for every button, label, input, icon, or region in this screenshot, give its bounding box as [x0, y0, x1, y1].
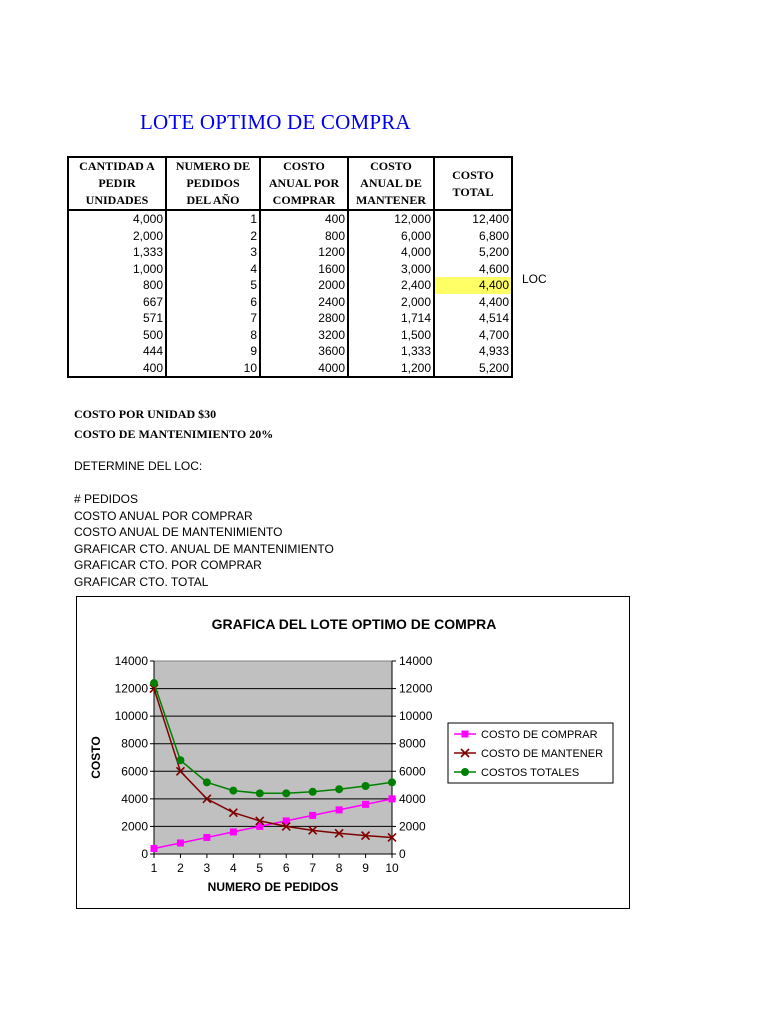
cell-pedidos: 2	[166, 228, 260, 245]
plot-area	[154, 661, 392, 854]
cell-pedidos: 9	[166, 343, 260, 360]
data-point	[362, 782, 370, 790]
task-purchase-cost: COSTO ANUAL POR COMPRAR	[74, 508, 253, 523]
y-tick-label-left: 6000	[121, 764, 148, 779]
cell-pedidos: 4	[166, 261, 260, 278]
data-point	[282, 789, 290, 797]
x-tick-label: 9	[362, 861, 369, 875]
cell-costo-comprar: 2000	[260, 277, 348, 294]
data-point	[151, 845, 158, 852]
cell-cantidad: 1,000	[68, 261, 166, 278]
cell-costo-mantener: 2,000	[348, 294, 434, 311]
header-line: PEDIR	[98, 176, 136, 190]
data-point	[336, 806, 343, 813]
task-graph-maintenance: GRAFICAR CTO. ANUAL DE MANTENIMIENTO	[74, 541, 334, 556]
cell-costo-comprar: 4000	[260, 360, 348, 378]
header-line: COSTO	[452, 167, 494, 182]
x-tick-label: 10	[385, 861, 399, 875]
table-row	[68, 244, 512, 261]
cell-costo-comprar: 1600	[260, 261, 348, 278]
y-tick-label-right: 0	[399, 847, 406, 861]
x-tick-label: 6	[282, 861, 290, 875]
determine-text: DETERMINE DEL LOC:	[74, 459, 203, 473]
header-line: TOTAL	[452, 184, 494, 199]
data-point	[229, 787, 237, 795]
y-tick-label-right: 12000	[399, 681, 433, 696]
y-tick-label-left: 4000	[121, 791, 148, 806]
cost-chart	[77, 597, 631, 910]
data-point	[177, 839, 184, 846]
table-row	[68, 360, 512, 378]
header-line: PEDIDOS	[186, 176, 240, 190]
cell-costo-comprar: 400	[260, 210, 348, 228]
x-tick-label: 4	[229, 861, 237, 875]
y-tick-label-left: 10000	[114, 709, 148, 724]
header-cantidad	[68, 157, 166, 210]
cell-costo-mantener: 12,000	[348, 210, 434, 228]
header-line: MANTENER	[355, 193, 426, 207]
y-tick-label-left: 8000	[121, 736, 148, 751]
data-point	[309, 812, 316, 819]
y-tick-label-left: 2000	[121, 819, 148, 834]
x-tick-label: 3	[203, 861, 211, 875]
legend-label: COSTO DE COMPRAR	[481, 729, 598, 741]
table-body	[68, 210, 512, 377]
header-line: DEL AÑO	[186, 193, 240, 207]
cell-costo-mantener: 3,000	[348, 261, 434, 278]
x-tick-label: 7	[309, 861, 317, 875]
table-row	[68, 343, 512, 360]
cell-costo-total: 4,933	[434, 343, 512, 360]
header-line: COSTO	[370, 159, 412, 173]
data-point	[388, 778, 396, 786]
maintenance-cost-text: COSTO DE MANTENIMIENTO 20%	[74, 427, 274, 441]
cell-cantidad: 800	[68, 277, 166, 294]
cell-costo-total: 4,700	[434, 327, 512, 344]
y-tick-label-right: 2000	[399, 819, 426, 834]
cell-pedidos: 3	[166, 244, 260, 261]
y-tick-label-right: 8000	[399, 736, 426, 751]
cell-pedidos: 8	[166, 327, 260, 344]
task-maintenance-cost: COSTO ANUAL DE MANTENIMIENTO	[74, 525, 283, 539]
cell-costo-total: 12,400	[434, 210, 512, 228]
cell-costo-mantener: 1,200	[348, 360, 434, 378]
table-row	[68, 277, 512, 294]
data-point	[203, 834, 210, 841]
table-row	[68, 228, 512, 245]
table-header	[68, 157, 512, 210]
cell-costo-comprar: 2800	[260, 310, 348, 327]
cell-costo-total: 4,400	[434, 277, 512, 294]
data-point	[335, 785, 343, 793]
cell-pedidos: 1	[166, 210, 260, 228]
y-axis-label: COSTO	[89, 736, 103, 779]
cell-cantidad: 667	[68, 294, 166, 311]
header-line: ANUAL DE	[360, 176, 422, 190]
header-pedidos	[166, 157, 260, 210]
cell-costo-mantener: 1,500	[348, 327, 434, 344]
y-tick-label-left: 14000	[114, 654, 148, 668]
data-point	[176, 756, 184, 764]
y-tick-label-left: 0	[141, 847, 148, 861]
legend-marker	[461, 768, 469, 776]
cell-cantidad: 4,000	[68, 210, 166, 228]
table-row	[68, 327, 512, 344]
y-tick-label-right: 10000	[399, 709, 433, 724]
cell-costo-comprar: 2400	[260, 294, 348, 311]
header-line: NUMERO DE	[175, 159, 251, 173]
y-tick-label-right: 14000	[399, 654, 433, 668]
header-line: CANTIDAD A	[79, 159, 155, 173]
cell-costo-total: 4,600	[434, 261, 512, 278]
y-tick-label-left: 12000	[114, 681, 148, 696]
task-graph-total: GRAFICAR CTO. TOTAL	[74, 574, 209, 589]
cell-cantidad: 1,333	[68, 244, 166, 261]
header-line: COMPRAR	[272, 193, 336, 207]
cell-costo-mantener: 2,400	[348, 277, 434, 294]
data-point	[230, 828, 237, 835]
chart-box	[76, 596, 630, 909]
cell-cantidad: 500	[68, 327, 166, 344]
cell-costo-total: 4,514	[434, 310, 512, 327]
table-row	[68, 310, 512, 327]
cell-cantidad: 444	[68, 343, 166, 360]
header-costo-mantener	[348, 157, 434, 210]
header-line: COSTO	[283, 159, 325, 173]
x-axis-label: NUMERO DE PEDIDOS	[207, 880, 339, 894]
x-tick-label: 2	[177, 861, 184, 875]
data-point	[362, 801, 369, 808]
cell-costo-mantener: 4,000	[348, 244, 434, 261]
data-point	[150, 679, 158, 687]
cell-costo-mantener: 1,333	[348, 343, 434, 360]
legend-label: COSTOS TOTALES	[481, 767, 580, 779]
x-tick-label: 1	[150, 861, 158, 875]
instructions	[74, 458, 334, 590]
legend-label: COSTO DE MANTENER	[481, 748, 604, 760]
cell-cantidad: 2,000	[68, 228, 166, 245]
cell-costo-total: 5,200	[434, 360, 512, 378]
table-row	[68, 261, 512, 278]
loc-tag: LOC	[522, 272, 547, 286]
task-graph-purchase: GRAFICAR CTO. POR COMPRAR	[74, 558, 262, 572]
cell-costo-mantener: 1,714	[348, 310, 434, 327]
header-costo-total	[434, 157, 512, 210]
x-tick-label: 8	[335, 861, 343, 875]
cell-pedidos: 5	[166, 277, 260, 294]
legend-marker	[462, 731, 469, 738]
task-orders: # PEDIDOS	[74, 492, 139, 506]
cell-cantidad: 400	[68, 360, 166, 378]
x-tick-label: 5	[256, 861, 264, 875]
y-tick-label-right: 4000	[399, 791, 426, 806]
page-title: LOTE OPTIMO DE COMPRA	[140, 110, 411, 134]
unit-cost-text: COSTO POR UNIDAD $30	[74, 407, 217, 421]
cell-cantidad: 571	[68, 310, 166, 327]
data-point	[309, 788, 317, 796]
lote-table	[67, 156, 513, 378]
table-row	[68, 210, 512, 228]
data-point	[256, 789, 264, 797]
cell-costo-total: 4,400	[434, 294, 512, 311]
parameters	[74, 404, 273, 444]
cell-costo-comprar: 800	[260, 228, 348, 245]
cell-pedidos: 7	[166, 310, 260, 327]
cell-pedidos: 6	[166, 294, 260, 311]
cell-pedidos: 10	[166, 360, 260, 378]
data-point	[389, 795, 396, 802]
cell-costo-total: 6,800	[434, 228, 512, 245]
cell-costo-comprar: 3600	[260, 343, 348, 360]
table-row	[68, 294, 512, 311]
header-line: UNIDADES	[85, 193, 149, 207]
cell-costo-mantener: 6,000	[348, 228, 434, 245]
data-point	[203, 778, 211, 786]
cell-costo-comprar: 1200	[260, 244, 348, 261]
cell-costo-comprar: 3200	[260, 327, 348, 344]
header-costo-comprar	[260, 157, 348, 210]
chart-title: GRAFICA DEL LOTE OPTIMO DE COMPRA	[211, 616, 497, 632]
header-line: ANUAL POR	[268, 176, 340, 190]
y-tick-label-right: 6000	[399, 764, 426, 779]
cell-costo-total: 5,200	[434, 244, 512, 261]
